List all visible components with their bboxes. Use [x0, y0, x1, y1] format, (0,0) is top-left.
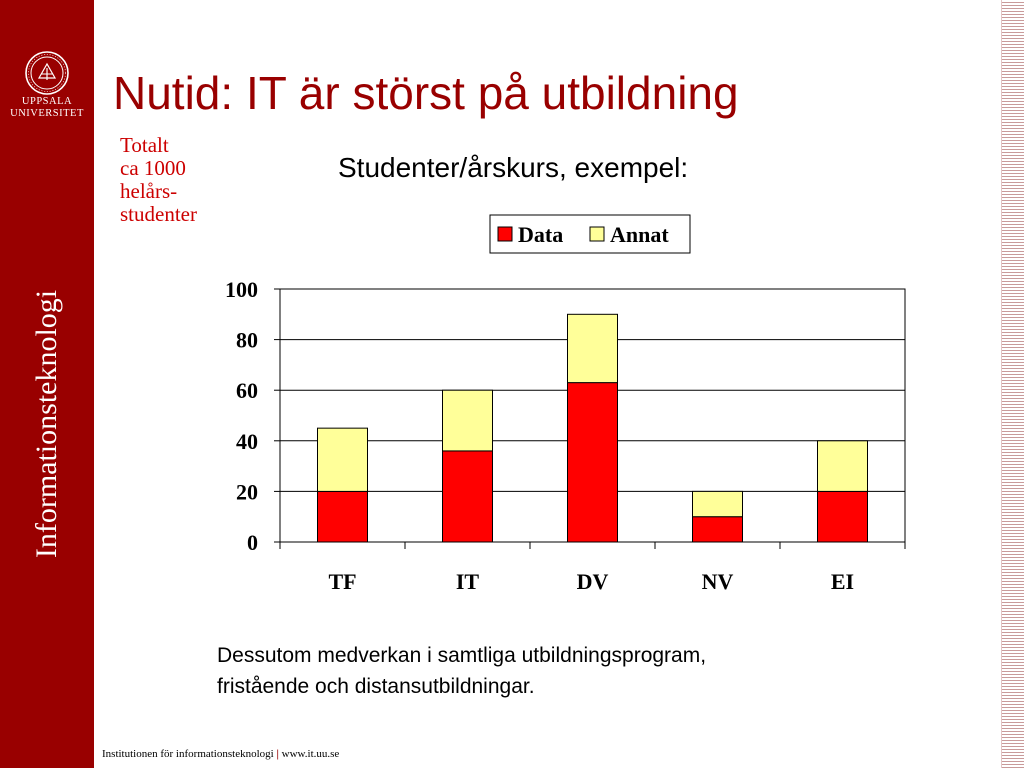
- bar-annat-it: [443, 390, 493, 451]
- x-tick-label: TF: [328, 569, 357, 594]
- side-note: Totalt ca 1000 helårs- studenter: [120, 133, 197, 226]
- y-tick-label: 60: [236, 378, 258, 404]
- footnote: Dessutom medverkan i samtliga utbildningsprogram, fristående och distansutbildningar.: [217, 644, 707, 698]
- university-name-line1: UPPSALA: [21, 96, 73, 107]
- footer: [102, 748, 339, 760]
- bar-annat-tf: [318, 428, 368, 491]
- y-tick-label: 20: [236, 479, 258, 505]
- bar-data-it: [443, 451, 493, 542]
- y-tick-label: 100: [225, 277, 258, 302]
- page-title: Nutid: IT är störst på utbildning: [113, 67, 739, 119]
- y-tick-label: 40: [236, 428, 258, 454]
- footer-link[interactable]: www.it.uu.se: [281, 748, 340, 760]
- x-tick-label: EI: [830, 569, 855, 594]
- x-tick-label: DV: [576, 569, 609, 594]
- footer-department: Institutionen för informationsteknologi: [102, 748, 274, 760]
- legend-swatch-data: [498, 227, 512, 241]
- y-tick-label: 0: [247, 530, 258, 555]
- bar-data-nv: [693, 517, 743, 542]
- footer-separator: |: [276, 748, 279, 760]
- legend-label-data: Data: [518, 222, 564, 247]
- chart-title: Studenter/årskurs, exempel:: [338, 152, 689, 183]
- bar-annat-ei: [818, 441, 868, 492]
- y-tick-label: 80: [236, 327, 258, 353]
- legend-swatch-annat: [590, 227, 604, 241]
- bar-data-dv: [568, 383, 618, 542]
- bar-annat-nv: [693, 491, 743, 516]
- bar-annat-dv: [568, 314, 618, 382]
- legend-label-annat: Annat: [610, 222, 669, 247]
- x-tick-label: IT: [455, 569, 480, 594]
- x-tick-label: NV: [701, 569, 734, 594]
- bar-data-tf: [318, 491, 368, 542]
- department-vertical-label: Informationsteknologi: [30, 289, 63, 559]
- bar-data-ei: [818, 491, 868, 542]
- university-name-line2: UNIVERSITET: [10, 108, 84, 119]
